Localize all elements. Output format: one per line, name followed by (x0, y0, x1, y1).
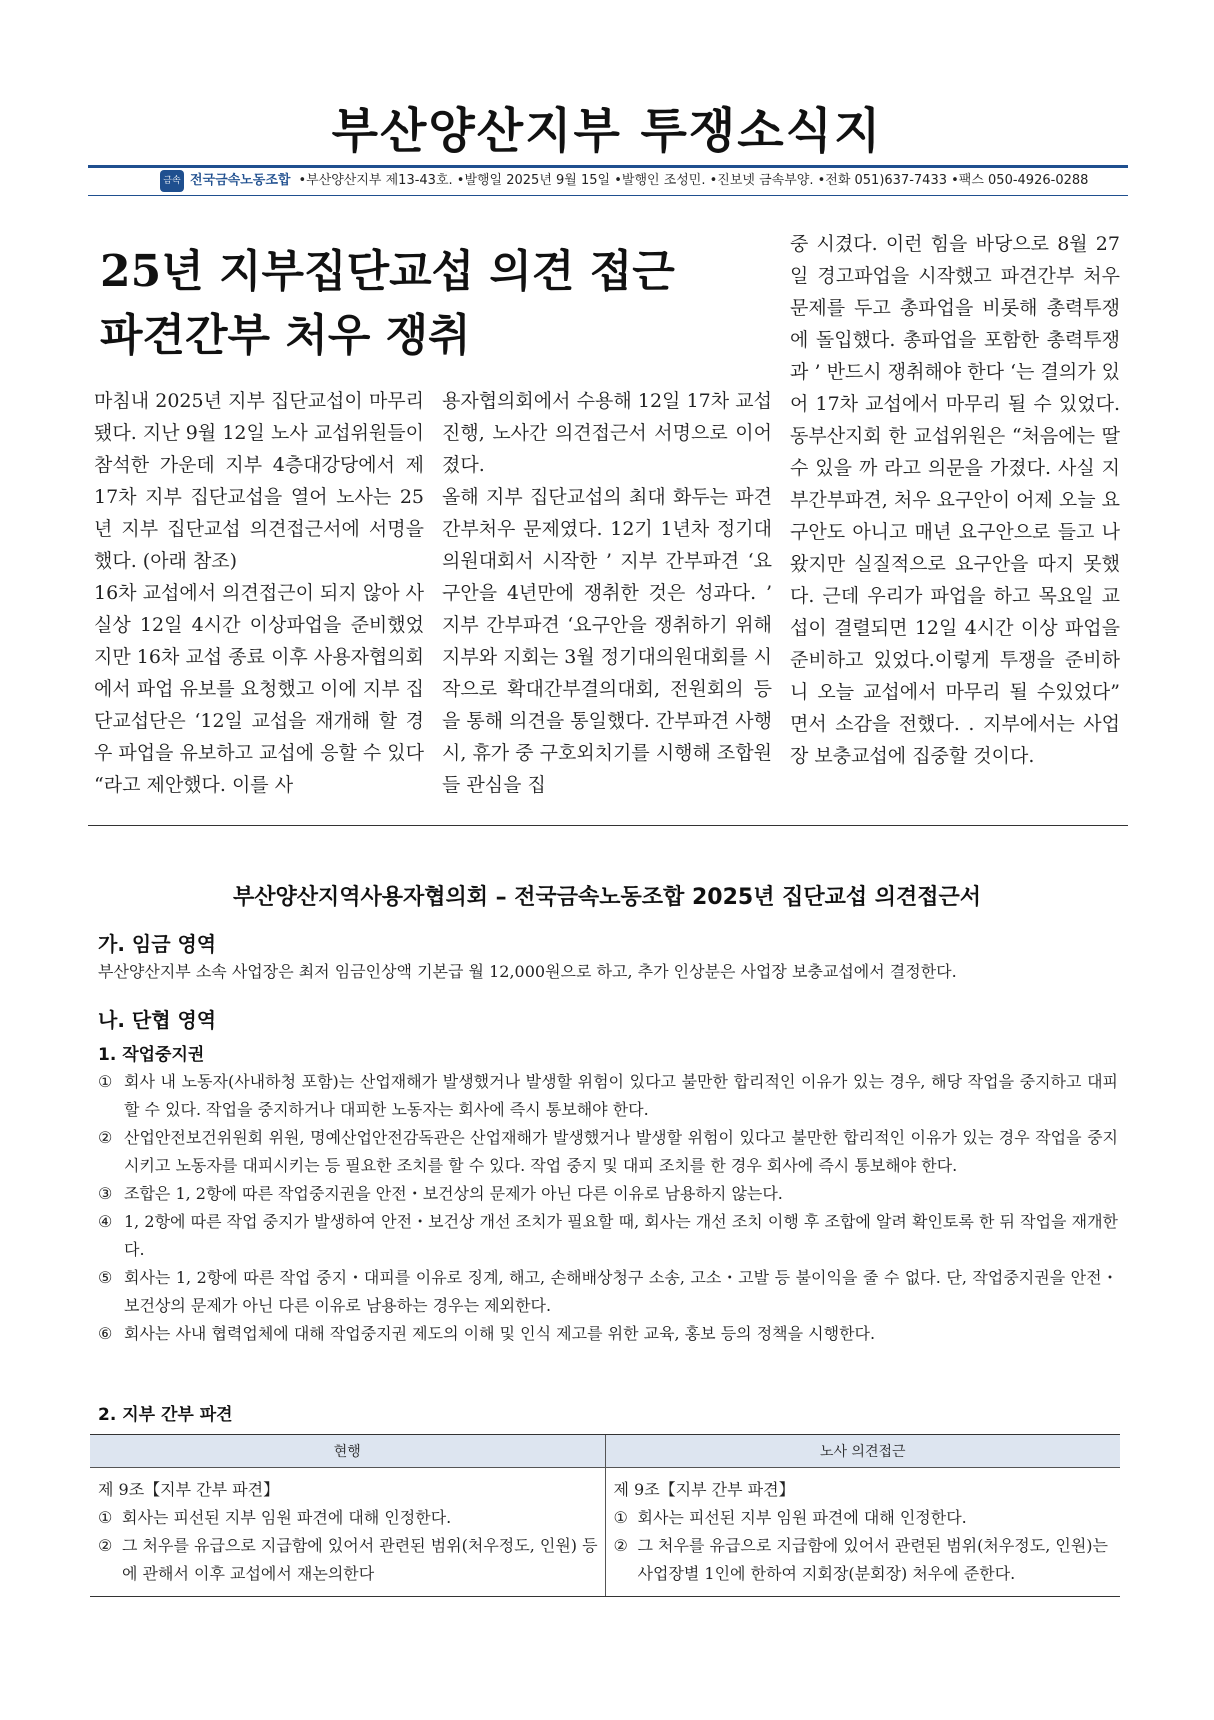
article-headline (100, 240, 760, 368)
masthead-rule-bottom (88, 195, 1128, 196)
headline-line-1: 25년 지부집단교섭 의견 접근 (100, 246, 675, 297)
work-stop-clauses (98, 1068, 1118, 1348)
section-divider (88, 825, 1128, 826)
provision-line: ② 그 처우를 유급으로 지급함에 있어서 관련된 범위(처우정도, 인원) 등에 관해서 이후 교섭에서 재논의한다 (98, 1536, 598, 1583)
agreement-title: 부산양산지역사용자협의회 – 전국금속노동조합 2025년 집단교섭 의견접근서 (232, 885, 982, 910)
clause-item: ⑥ 회사는 사내 협력업체에 대해 작업중지권 제도의 이해 및 인식 제고를 위한 교육, 홍보 등의 정책을 시행한다. (98, 1324, 876, 1343)
headline-line-2: 파견간부 처우 쟁취 (100, 310, 471, 361)
agreed-provision-cell (605, 1468, 1120, 1597)
article-column-1 (94, 385, 424, 801)
column-header-current: 현행 (90, 1435, 605, 1468)
article-paragraph: 16차 교섭에서 의견접근이 되지 않아 사실상 12일 4시간 이상파업을 준비했었지만 16차 교섭 종료 이후 사용자협의회에서 파업 유보를 요청했고 이에 지부 집단교섭단은 ‘12일 교섭을 재개해 할 경우 파업을 유보하고 교섭에 응할 수 있다 “라고 제안했다. 이를 사 (94, 582, 424, 796)
provision-line: ② 그 처우를 유급으로 지급함에 있어서 관련된 범위(처우정도, 인원)는 사업장별 1인에 한하여 지회장(분회장) 처우에 준한다. (613, 1536, 1108, 1583)
pub-details: •부산양산지부 제13-43호. •발행일 2025년 9월 15일 •발행인 조성민. •진보넷 금속부양. •전화 051)637-7433 •팩스 050-4926-0288 (298, 173, 1089, 188)
clause-item: ① 회사 내 노동자(사내하청 포함)는 산업재해가 발생했거나 발생할 위험이 있다고 불만한 합리적인 이유가 있는 경우, 해당 작업을 중지하고 대피할 수 있다. 작업을 중지하거나 대피한 노동자는 회사에 즉시 통보해야 한다. (98, 1072, 1118, 1119)
article-column-2 (442, 385, 772, 801)
article-paragraph: 올해 지부 집단교섭의 최대 화두는 파견 간부처우 문제였다. 12기 1년차 정기대의원대회서 시작한 ’ 지부 간부파견 ‘요구안을 4년만에 쟁취한 것은 성과다. ’ 지부 간부파견 ‘요구안을 쟁취하기 위해 지부와 지회는 3월 정기대의원대회를 시작으로 확대간부결의대회, 전원회의 등을 통해 의견을 통일했다. 간부파견 사행시, 휴가 중 구호외치기를 시행해 조합원들 관심을 집 (442, 486, 772, 796)
article-paragraph: 중 시겼다. 이런 힘을 바당으로 8월 27일 경고파업을 시작했고 파견간부 처우 문제를 두고 총파업을 비롯해 총력투쟁에 돌입했다. 총파업을 포함한 총력투쟁과 ’ 반드시 쟁취해야 한다 ‘는 결의가 있어 17차 교섭에서 마무리 될 수 있었다. 동부산지회 한 교섭위원은 “처음에는 딸 수 있을 까 라고 의문을 가졌다. 사실 지부간부파견, 처우 요구안이 어제 오늘 요구안도 아니고 매년 요구안으로 들고 나왔지만 실질적으로 요구안을 따지 못했다. 근데 우리가 파업을 하고 목요일 교섭이 결렬되면 12일 4시간 이상 파업을 준비하고 있었다.이렇게 투쟁을 준비하니 오늘 교섭에서 마무리 될 수있었다” 면서 소감을 전했다. . 지부에서는 사업장 보충교섭에 집중할 것이다. (790, 233, 1120, 767)
union-logo: 금속 (160, 170, 184, 192)
column-header-agreed: 노사 의견접근 (605, 1435, 1120, 1468)
article-paragraph: 마침내 2025년 지부 집단교섭이 마무리됐다. 지난 9월 12일 노사 교섭위원들이 참석한 가운데 지부 4층대강당에서 제 17차 지부 집단교섭을 열어 노사는 25년 지부 집단교섭 의견접근서에 서명을 했다. (아래 참조) (94, 390, 424, 572)
subsection-dispatch-heading: 2. 지부 간부 파견 (98, 1405, 233, 1425)
section-wage-heading: 가. 임금 영역 (98, 932, 217, 956)
section-cba-heading: 나. 단협 영역 (98, 1008, 217, 1032)
union-name: 전국금속노동조합 (190, 173, 291, 188)
section-wage-body: 부산양산지부 소속 사업장은 최저 임금인상액 기본급 월 12,000원으로 하고, 추가 인상분은 사업장 보충교섭에서 결정한다. (98, 962, 957, 981)
article-title: 제 9조【지부 간부 파견】 (98, 1480, 280, 1499)
clause-item: ② 산업안전보건위원회 위원, 명예산업안전감독관은 산업재해가 발생했거나 발생할 위험이 있다고 불만한 합리적인 이유가 있는 경우 작업을 중지시키고 노동자를 대피시키는 등 필요한 조치를 할 수 있다. 작업 중지 및 대피 조치를 한 경우 회사에 즉시 통보해야 한다. (98, 1128, 1118, 1175)
provision-line: ① 회사는 피선된 지부 임원 파견에 대해 인정한다. (98, 1508, 452, 1527)
subsection-work-stop-heading: 1. 작업중지권 (98, 1045, 205, 1065)
provision-line: ① 회사는 피선된 지부 임원 파견에 대해 인정한다. (613, 1508, 967, 1527)
article-title: 제 9조【지부 간부 파견】 (613, 1480, 795, 1499)
article-paragraph: 용자협의회에서 수용해 12일 17차 교섭진행, 노사간 의견접근서 서명으로 이어졌다. (442, 390, 772, 476)
clause-item: ⑤ 회사는 1, 2항에 따른 작업 중지・대피를 이유로 징계, 해고, 손해배상청구 소송, 고소・고발 등 불이익을 줄 수 없다. 단, 작업중지권을 안전・보건상의 문제가 아닌 다른 이유로 남용하는 경우는 제외한다. (98, 1268, 1118, 1315)
masthead-rule-top (88, 165, 1128, 168)
comparison-table (90, 1434, 1120, 1597)
newsletter-title: 부산양산지부 투쟁소식지 (331, 103, 883, 159)
article-column-3 (790, 228, 1120, 772)
clause-item: ④ 1, 2항에 따른 작업 중지가 발생하여 안전・보건상 개선 조치가 필요할 때, 회사는 개선 조치 이행 후 조합에 알려 확인토록 한 뒤 작업을 재개한다. (98, 1212, 1118, 1259)
current-provision-cell (90, 1468, 605, 1597)
publication-info (190, 170, 1088, 192)
clause-item: ③ 조합은 1, 2항에 따른 작업중지권을 안전・보건상의 문제가 아닌 다른 이유로 남용하지 않는다. (98, 1184, 783, 1203)
